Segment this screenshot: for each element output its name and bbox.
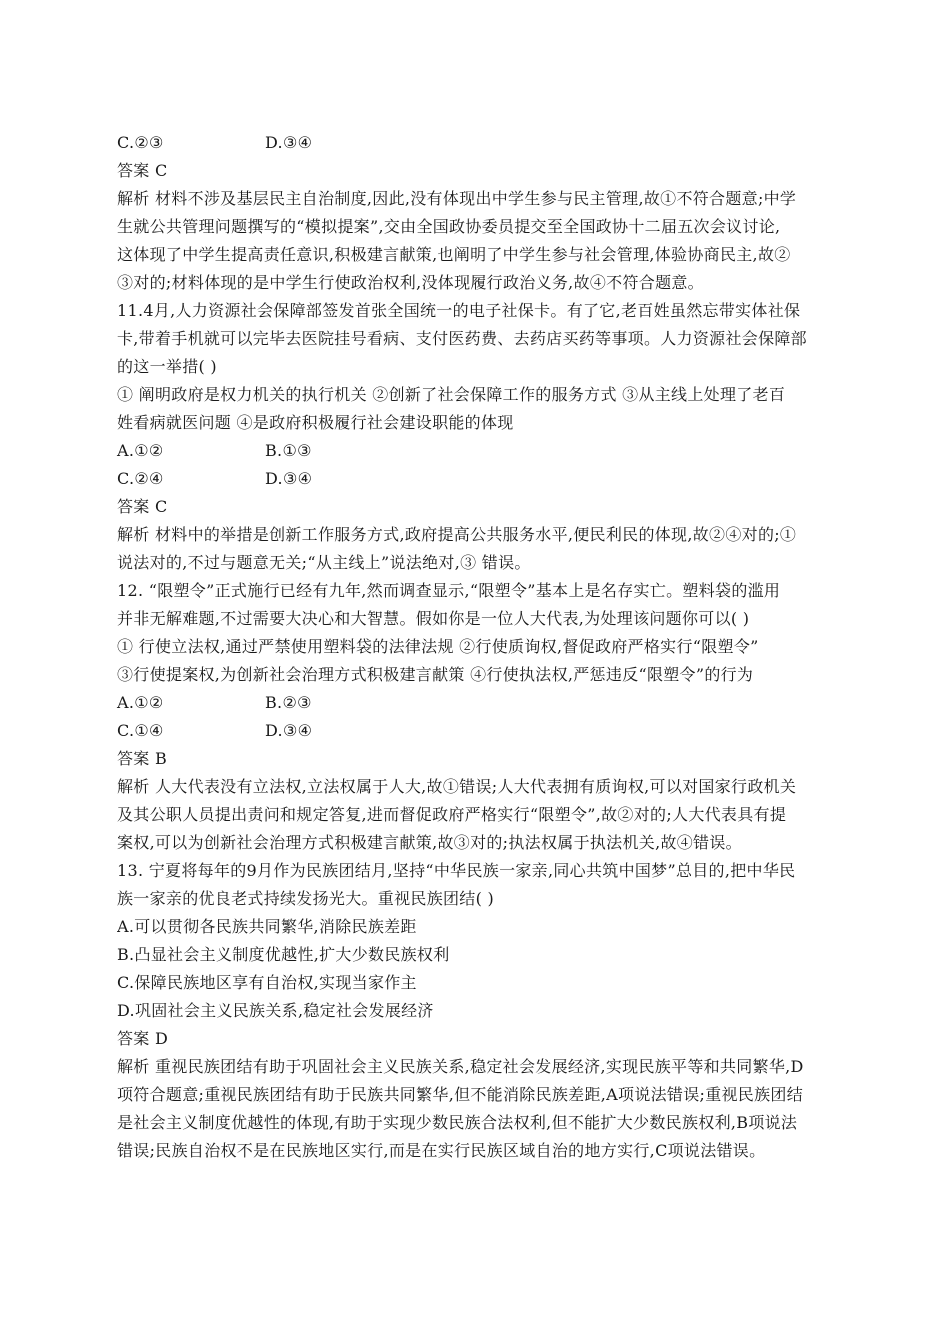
q11-option-c: C.②④ <box>117 469 164 488</box>
q13-analysis-line: 项符合题意;重视民族团结有助于民族共同繁华,但不能消除民族差距,A项说法错误;重视民族团结 <box>117 1085 804 1104</box>
q11-option-b: B.①③ <box>265 441 312 460</box>
q12-options-row <box>117 717 835 745</box>
q12-options-row <box>117 689 835 717</box>
q11-statements-line: 姓看病就医问题 ④是政府积极履行社会建设职能的体现 <box>117 413 514 432</box>
q12-statements-line: ① 行使立法权,通过严禁使用塑料袋的法律法规 ②行使质询权,督促政府严格实行“限塑令” <box>117 637 759 656</box>
q11-option-d: D.③④ <box>265 469 313 488</box>
q12-statements-line: ③行使提案权,为创新社会治理方式积极建言献策 ④行使执法权,严惩违反“限塑令”的行为 <box>117 665 754 684</box>
q11-stem-line: 11.4月,人力资源社会保障部签发首张全国统一的电子社保卡。有了它,老百姓虽然忘带实体社保 <box>117 301 801 320</box>
q12-stem-line: 并非无解难题,不过需要大决心和大智慧。假如你是一位人大代表,为处理该问题你可以( ) <box>117 609 750 628</box>
q12-option-b: B.②③ <box>265 693 312 712</box>
q13-stem-line: 13. 宁夏将每年的9月作为民族团结月,坚持“中华民族一家亲,同心共筑中国梦”总目的,把中华民 <box>117 861 796 880</box>
q12-answer: 答案 B <box>117 749 168 768</box>
q12-analysis-line: 案权,可以为创新社会治理方式积极建言献策,故③对的;执法权属于执法机关,故④错误。 <box>117 833 742 852</box>
q13-answer: 答案 D <box>117 1029 169 1048</box>
q11-option-a: A.①② <box>117 441 164 460</box>
q10-analysis-line: 解析 材料不涉及基层民主自治制度,因此,没有体现出中学生参与民主管理,故①不符合题意;中学 <box>117 189 797 208</box>
q11-statements-line: ① 阐明政府是权力机关的执行机关 ②创新了社会保障工作的服务方式 ③从主线上处理了老百 <box>117 385 786 404</box>
q10-analysis-line: ③对的;材料体现的是中学生行使政治权利,没体现履行政治义务,故④不符合题意。 <box>117 273 704 292</box>
document-body <box>117 129 835 1165</box>
q11-analysis-line: 解析 材料中的举措是创新工作服务方式,政府提高公共服务水平,便民利民的体现,故②④对的;① <box>117 525 797 544</box>
q10-analysis-line: 这体现了中学生提高责任意识,积极建言献策,也阐明了中学生参与社会管理,体验协商民主,故② <box>117 245 791 264</box>
q10-analysis-line: 生就公共管理问题撰写的“模拟提案”,交由全国政协委员提交至全国政协十二届五次会议讨论, <box>117 217 781 236</box>
q11-analysis-line: 说法对的,不过与题意无关;“从主线上”说法绝对,③ 错误。 <box>117 553 531 572</box>
q11-answer: 答案 C <box>117 497 168 516</box>
q10-option-d: D.③④ <box>265 133 313 152</box>
q11-options-row <box>117 437 835 465</box>
q10-options-row <box>117 129 835 157</box>
q10-option-c: C.②③ <box>117 133 164 152</box>
q13-option-b: B.凸显社会主义制度优越性,扩大少数民族权利 <box>117 945 450 964</box>
q12-option-c: C.①④ <box>117 721 164 740</box>
q13-analysis-line: 错误;民族自治权不是在民族地区实行,而是在实行民族区域自治的地方实行,C项说法错误。 <box>117 1141 766 1160</box>
q13-analysis-line: 是社会主义制度优越性的体现,有助于实现少数民族合法权利,但不能扩大少数民族权利,B项说法 <box>117 1113 798 1132</box>
q10-answer: 答案 C <box>117 161 168 180</box>
q13-option-a: A.可以贯彻各民族共同繁华,消除民族差距 <box>117 917 417 936</box>
q12-stem-line: 12. “限塑令”正式施行已经有九年,然而调查显示,“限塑令”基本上是名存实亡。塑料袋的滥用 <box>117 581 781 600</box>
q11-options-row <box>117 465 835 493</box>
q12-analysis-line: 及其公职人员提出责问和规定答复,进而督促政府严格实行“限塑令”,故②对的;人大代表具有提 <box>117 805 787 824</box>
q13-option-c: C.保障民族地区享有自治权,实现当家作主 <box>117 973 417 992</box>
q12-analysis-line: 解析 人大代表没有立法权,立法权属于人大,故①错误;人大代表拥有质询权,可以对国家行政机关 <box>117 777 797 796</box>
q11-stem-line: 卡,带着手机就可以完毕去医院挂号看病、支付医药费、去药店买药等事项。人力资源社会保障部 <box>117 329 807 348</box>
q13-analysis-line: 解析 重视民族团结有助于巩固社会主义民族关系,稳定社会发展经济,实现民族平等和共同繁华,D <box>117 1057 804 1076</box>
q13-stem-line: 族一家亲的优良老式持续发扬光大。重视民族团结( ) <box>117 889 495 908</box>
q13-option-d: D.巩固社会主义民族关系,稳定社会发展经济 <box>117 1001 434 1020</box>
q11-stem-line: 的这一举措( ) <box>117 357 217 376</box>
q12-option-d: D.③④ <box>265 721 313 740</box>
q12-option-a: A.①② <box>117 693 164 712</box>
